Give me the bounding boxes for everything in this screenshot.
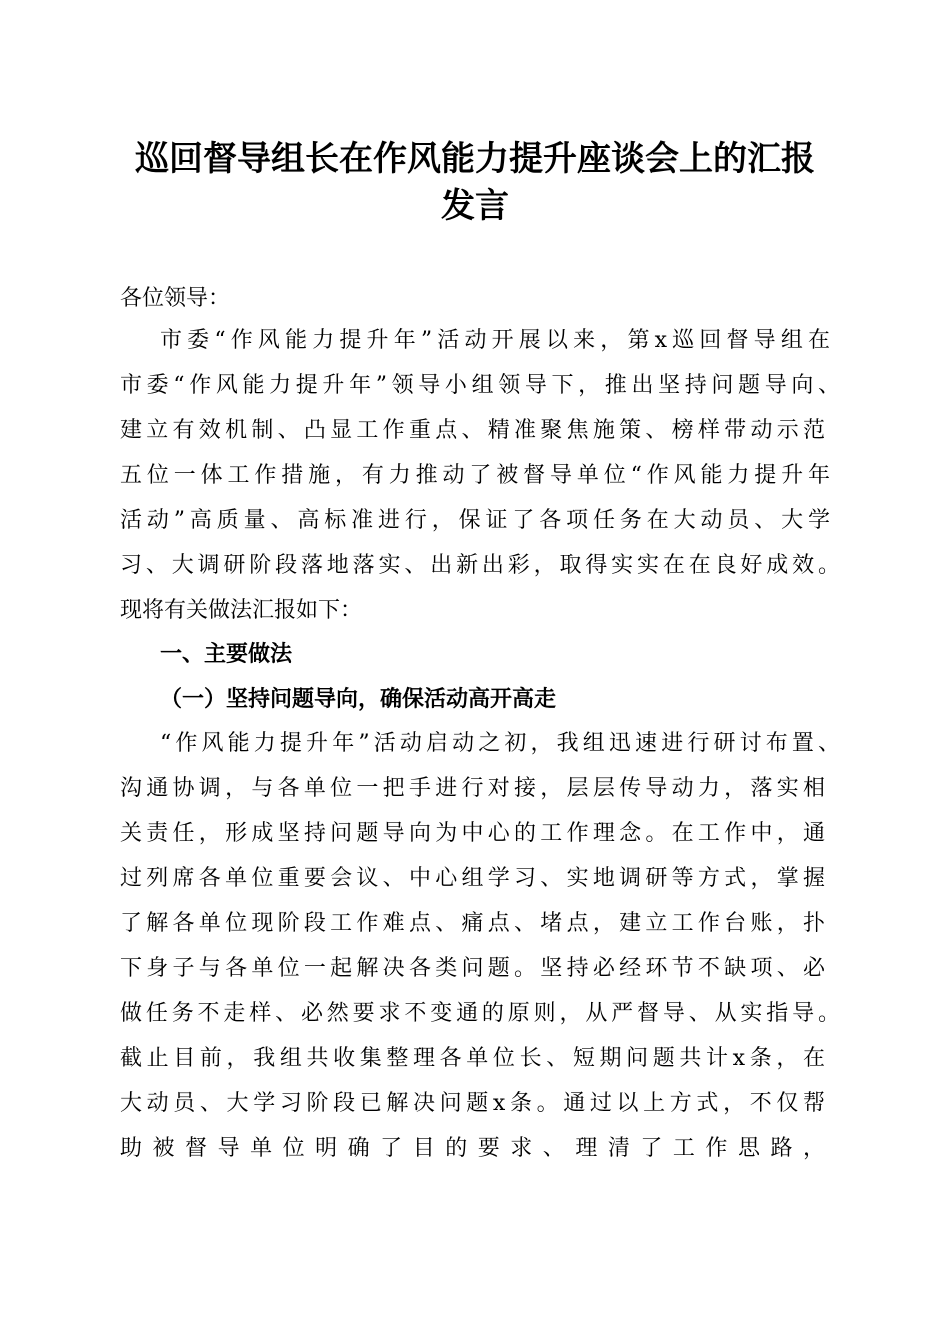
paragraph-1-line-7: 现将有关做法汇报如下：: [120, 598, 363, 623]
document-title-line-2: 发言: [441, 186, 509, 226]
paragraph-2-line-1: “作风能力提升年”活动启动之初，我组迅速进行研讨布置、: [160, 731, 840, 756]
paragraph-2-line-4: 过列席各单位重要会议、中心组学习、实地调研等方式，掌握: [120, 866, 825, 891]
paragraph-1-line-3: 建立有效机制、凸显工作重点、精准聚焦施策、榜样带动示范: [120, 418, 825, 443]
section-1-heading: 一、主要做法: [160, 642, 293, 667]
paragraph-1-line-1: 市委“作风能力提升年”活动开展以来，第x巡回督导组在: [160, 328, 830, 353]
document-title-line-1: 巡回督导组长在作风能力提升座谈会上的汇报: [135, 139, 815, 179]
paragraph-2-line-10: 助被督导单位明确了目的要求、理清了工作思路，: [120, 1136, 825, 1161]
paragraph-2-line-9: 大动员、大学习阶段已解决问题x条。通过以上方式，不仅帮: [120, 1091, 825, 1116]
paragraph-2-line-8: 截止目前，我组共收集整理各单位长、短期问题共计x条，在: [120, 1046, 825, 1071]
paragraph-1-line-5: 活动”高质量、高标准进行，保证了各项任务在大动员、大学: [120, 508, 830, 533]
paragraph-2-line-6: 下身子与各单位一起解决各类问题。坚持必经环节不缺项、必: [120, 956, 825, 981]
paragraph-1-line-4: 五位一体工作措施，有力推动了被督导单位“作风能力提升年: [120, 463, 830, 488]
paragraph-1-line-6: 习、大调研阶段落地落实、出新出彩，取得实实在在良好成效。: [120, 553, 840, 578]
paragraph-2-line-7: 做任务不走样、必然要求不变通的原则，从严督导、从实指导。: [120, 1001, 840, 1026]
paragraph-2-line-5: 了解各单位现阶段工作难点、痛点、堵点，建立工作台账，扑: [120, 911, 825, 936]
salutation: 各位领导：: [120, 286, 231, 311]
paragraph-2-line-3: 关责任，形成坚持问题导向为中心的工作理念。在工作中，通: [120, 821, 825, 846]
paragraph-1-line-2: 市委“作风能力提升年”领导小组领导下，推出坚持问题导向、: [120, 373, 840, 398]
paragraph-2-line-2: 沟通协调，与各单位一把手进行对接，层层传导动力，落实相: [120, 776, 825, 801]
subsection-1-heading: （一）坚持问题导向，确保活动高开高走: [160, 686, 557, 712]
